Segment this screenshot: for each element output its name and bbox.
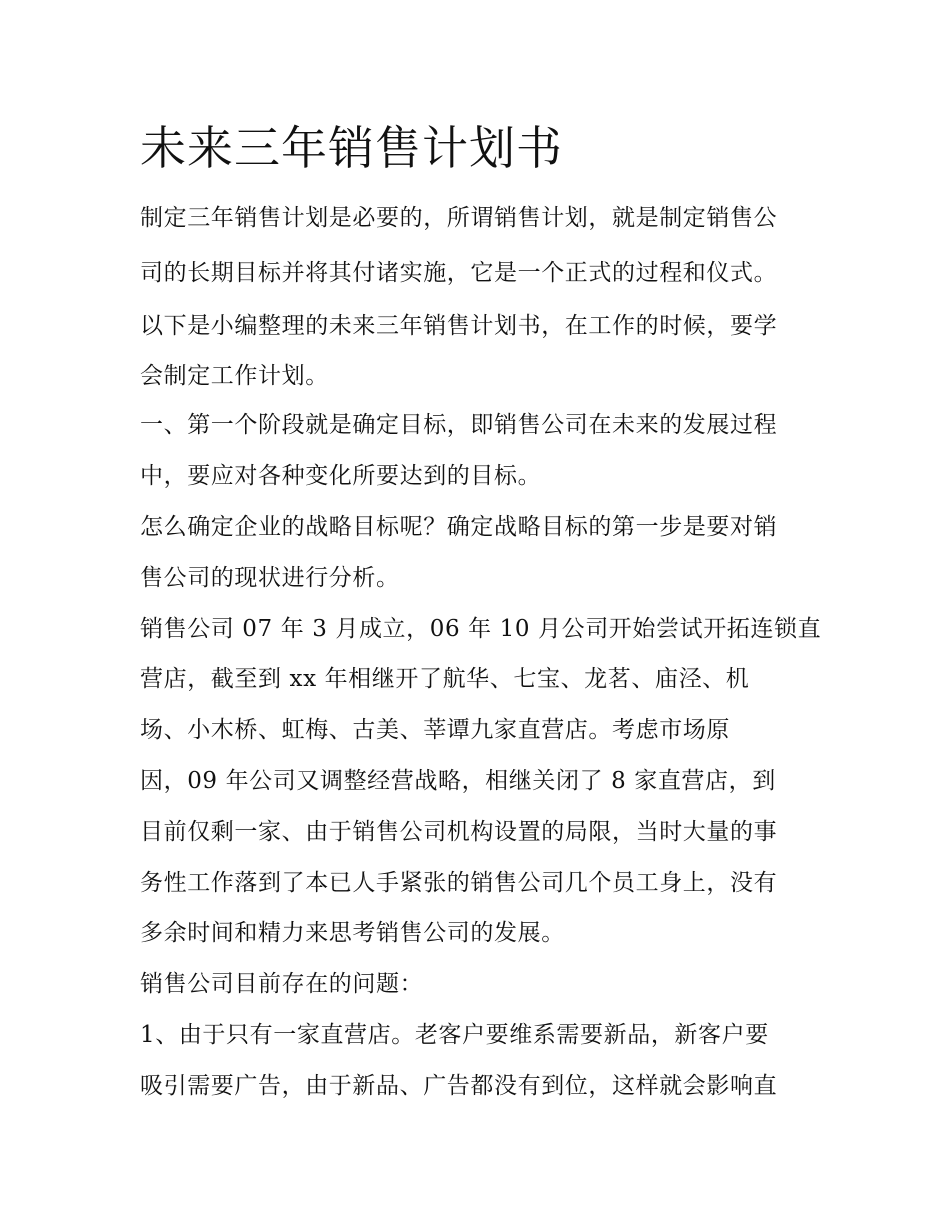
text-line-4: 会制定工作计划。 [140,363,329,389]
text-line-18: 吸引需要广告，由于新品、广告都没有到位，这样就会影响直 [140,1073,778,1099]
text-line-10: 营店，截至到 xx 年相继开了航华、七宝、龙茗、庙泾、机 [140,666,750,692]
text-line-14: 务性工作落到了本已人手紧张的销售公司几个员工身上，没有 [140,870,778,896]
text-line-16: 销售公司目前存在的问题： [140,971,424,997]
text-line-13: 目前仅剩一家、由于销售公司机构设置的局限，当时大量的事 [140,819,778,845]
text-line-9: 销售公司 07 年 3 月成立，06 年 10 月公司开始尝试开拓连锁直 [140,616,822,642]
text-line-5: 一、第一个阶段就是确定目标，即销售公司在未来的发展过程 [140,412,778,438]
text-line-8: 售公司的现状进行分析。 [140,565,400,591]
text-line-6: 中，要应对各种变化所要达到的目标。 [140,463,542,489]
text-line-17: 1、由于只有一家直营店。老客户要维系需要新品，新客户要 [140,1022,769,1048]
document-title: 未来三年销售计划书 [140,121,563,175]
text-line-7: 怎么确定企业的战略目标呢？确定战略目标的第一步是要对销 [140,514,778,540]
text-line-2: 司的长期目标并将其付诸实施，它是一个正式的过程和仪式。 [140,260,778,286]
text-line-12: 因，09 年公司又调整经营战略，相继关闭了 8 家直营店，到 [140,768,776,794]
text-line-11: 场、小木桥、虹梅、古美、莘谭九家直营店。考虑市场原 [140,717,730,743]
text-line-1: 制定三年销售计划是必要的，所谓销售计划，就是制定销售公 [140,205,778,231]
text-line-15: 多余时间和精力来思考销售公司的发展。 [140,920,565,946]
text-line-3: 以下是小编整理的未来三年销售计划书，在工作的时候，要学 [140,313,778,339]
